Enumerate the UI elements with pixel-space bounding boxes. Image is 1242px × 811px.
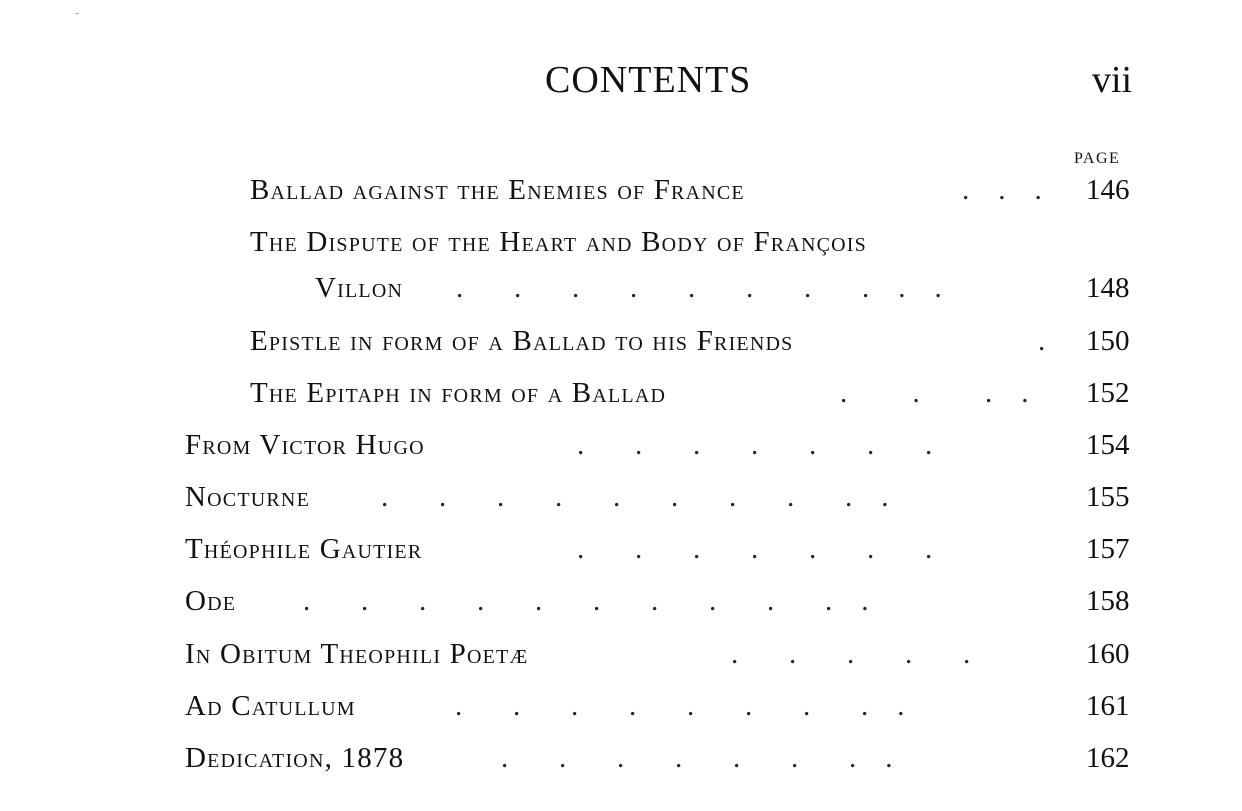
toc-entry-page: 146 — [1086, 174, 1130, 206]
running-head — [0, 58, 1242, 108]
toc-entry-page: 155 — [1086, 481, 1130, 513]
toc-entry-page: 160 — [1086, 638, 1130, 670]
toc-entry-title: The Epitaph in form of a Ballad — [250, 377, 667, 409]
dot-leader: . . . . . . . — [577, 533, 933, 565]
toc-entry-title: Villon — [315, 272, 404, 304]
page-column-label: PAGE — [1074, 150, 1121, 167]
page-number: vii — [1092, 59, 1133, 101]
toc-entry-title: In Obitum Theophili Poetæ — [185, 638, 529, 670]
toc-entry-page: 162 — [1086, 742, 1130, 774]
scan-speck — [76, 13, 78, 14]
page-title: CONTENTS — [545, 59, 752, 101]
toc-entry-title: Ballad against the Enemies of France — [250, 174, 745, 206]
toc-entry-title: Nocturne — [185, 481, 310, 513]
toc-entry-title: The Dispute of the Heart and Body of François — [250, 226, 867, 258]
dot-leader: . . . . . . . . . — [455, 690, 905, 722]
dot-leader: . . . . . . . . . . . — [303, 585, 869, 617]
dot-leader: . . . . . . . — [577, 429, 933, 461]
toc-entry-page: 154 — [1086, 429, 1130, 461]
toc-entry-page: 161 — [1086, 690, 1130, 722]
toc-entry-title: Théophile Gautier — [185, 533, 423, 565]
dot-leader: . . . . . . . . . . — [456, 272, 942, 304]
toc-entry-title: Dedication, 1878 — [185, 742, 405, 774]
toc-entry-title: Ode — [185, 585, 237, 617]
toc-entry-title: Ad Catullum — [185, 690, 356, 722]
dot-leader: . . . . . . . . . . — [381, 481, 889, 513]
toc-entry-page: 148 — [1086, 272, 1130, 304]
dot-leader: . — [1038, 325, 1046, 357]
toc-entry-page: 157 — [1086, 533, 1130, 565]
toc-entry-page: 150 — [1086, 325, 1130, 357]
toc-entry-title: Epistle in form of a Ballad to his Friends — [250, 325, 794, 357]
dot-leader: . . . . . — [731, 638, 971, 670]
toc-entry-title: From Victor Hugo — [185, 429, 425, 461]
toc-entry-page: 152 — [1086, 377, 1130, 409]
dot-leader: . . . . . . . . — [501, 742, 893, 774]
dot-leader: . . . — [962, 174, 1042, 206]
dot-leader: . . . . — [840, 377, 1029, 409]
toc-entry-page: 158 — [1086, 585, 1130, 617]
